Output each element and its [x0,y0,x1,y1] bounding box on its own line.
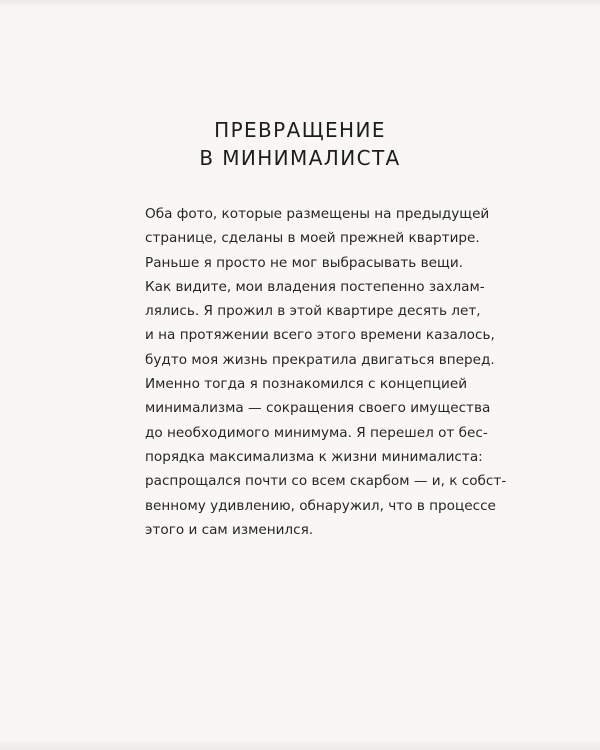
chapter-title [0,116,600,172]
body-line: минимализма — сокращения своего имущества [145,400,491,417]
body-line: до необходимого минимума. Я перешел от бес- [145,424,488,441]
chapter-title-line-2: В МИНИМАЛИСТА [199,146,401,170]
chapter-title-line-1: ПРЕВРАЩЕНИЕ [214,118,386,142]
page-bottom-edge [0,740,600,750]
body-line: распрощался почти со всем скарбом — и, к собст- [145,473,507,490]
page-top-edge [0,0,600,8]
body-line: порядка максимализма к жизни минималиста: [145,448,483,465]
body-line: Именно тогда я познакомился с концепцией [145,376,468,393]
body-line: будто моя жизнь прекратила двигаться вперед. [145,351,495,368]
body-line: Оба фото, которые размещены на предыдущей [145,206,490,222]
body-line: и на протяжении всего этого времени казалось, [145,327,495,344]
body-line: Как видите, мои владения постепенно захлам- [145,278,485,295]
body-line: Раньше я просто не мог выбрасывать вещи. [145,254,463,271]
body-paragraph [145,202,507,542]
body-line-last: этого и сам изменился. [145,521,314,538]
body-line: венному удивлению, обнаружил, что в процессе [145,497,496,514]
body-line: странице, сделаны в моей прежней квартире. [145,230,480,247]
body-line: лялись. Я прожил в этой квартире десять лет, [145,303,481,320]
